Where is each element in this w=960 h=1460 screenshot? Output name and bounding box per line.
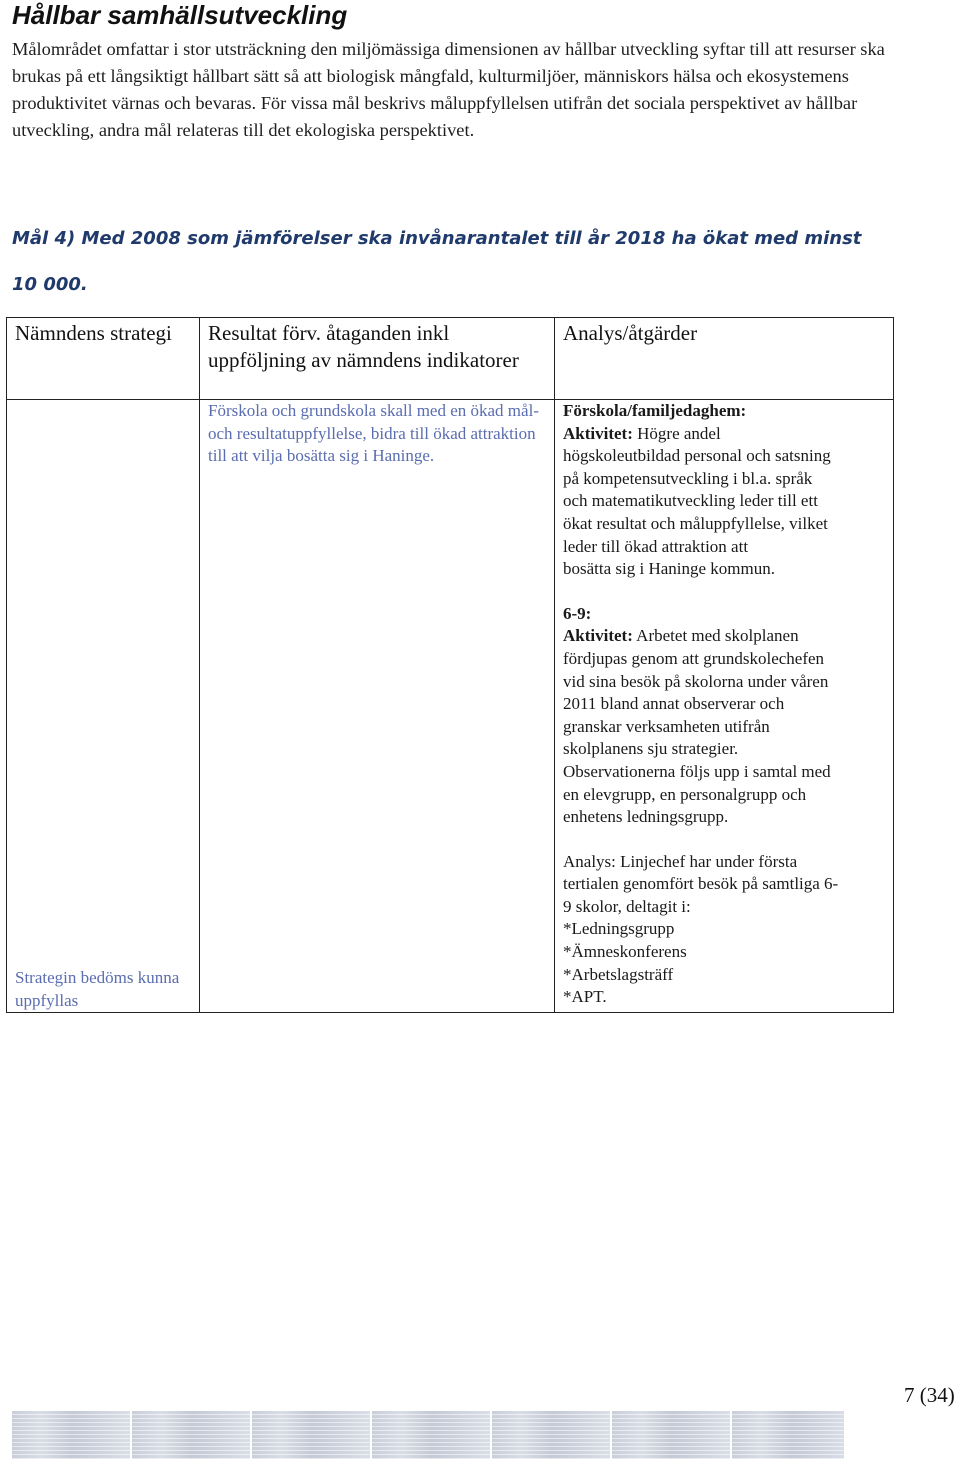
analysis-line: leder till ökad attraktion att (563, 536, 749, 556)
header-strategy: Nämndens strategi (15, 321, 172, 345)
header-analysis-cell (555, 318, 894, 400)
analysis-line: Analys: Linjechef har under första (563, 851, 798, 871)
analysis-line: och matematikutveckling leder till ett (563, 491, 818, 511)
activity-text: Arbetet med skolplanen (632, 626, 799, 646)
analysis-line: granskar verksamheten utifrån (563, 716, 770, 736)
analysis-line: vid sina besök på skolorna under våren (563, 671, 829, 691)
page-heading: Hållbar samhällsutveckling (12, 0, 348, 30)
result-cell (200, 400, 555, 1013)
strategy-table (6, 317, 894, 1013)
preschool-activity-line (563, 423, 885, 446)
header-strategy-cell (7, 318, 200, 400)
analysis-line: på kompetensutveckling i bl.a. språk (563, 468, 813, 488)
footer-decoration (12, 1411, 844, 1459)
goal-statement: Mål 4) Med 2008 som jämförelser ska invånarantalet till år 2018 ha ökat med minst 10 000. (12, 228, 862, 295)
activity-label: Aktivitet: (563, 423, 633, 443)
analysis-content (555, 400, 893, 1009)
table-header-row (7, 318, 894, 400)
analysis-line: enhetens ledningsgrupp. (563, 807, 729, 827)
spacer (563, 829, 885, 851)
analysis-line: *Ämneskonferens (563, 942, 687, 962)
analysis-line: *Arbetslagsträff (563, 964, 674, 984)
grades-activity-line (563, 625, 885, 648)
analysis-line: fördjupas genom att grundskolechefen (563, 648, 825, 668)
analysis-line: högskoleutbildad personal och satsning (563, 446, 831, 466)
analysis-line: 9 skolor, deltagit i: (563, 896, 691, 916)
analysis-line: *APT. (563, 987, 607, 1007)
analysis-line: bosätta sig i Haninge kommun. (563, 559, 776, 579)
analysis-line: Observationerna följs upp i samtal med (563, 761, 831, 781)
intro-paragraph: Målområdet omfattar i stor utsträckning den miljömässiga dimensionen av hållbar utveckling syftar till att resurser ska brukas på ett långsiktigt hållbart sätt så att biologisk mångfald, kulturmiljöer, människors hälsa och ekosystemens produktivitet värnas och bevaras. För vissa mål beskrivs måluppfyllelsen utifrån det sociala perspektivet av hållbar utveckling, andra mål relateras till det ekologiska perspektivet. (12, 39, 885, 140)
header-result: Resultat förv. åtaganden inkl uppföljning av nämndens indikatorer (208, 321, 519, 372)
activity-label: Aktivitet: (563, 626, 633, 646)
result-text: Förskola och grundskola skall med en ökad mål- och resultatuppfyllelse, bidra till ökad attraktion till att vilja bosätta sig i Haninge. (208, 401, 539, 466)
header-analysis: Analys/åtgärder (563, 321, 698, 345)
preschool-heading: Förskola/familjedaghem: (563, 401, 747, 420)
analysis-cell (555, 400, 894, 1013)
header-result-cell (200, 318, 555, 400)
analysis-line: tertialen genomfört besök på samtliga 6- (563, 874, 839, 894)
grades-heading: 6-9: (563, 603, 592, 623)
strategy-cell (7, 400, 200, 1013)
analysis-line: *Ledningsgrupp (563, 919, 675, 939)
page-number: 7 (34) (904, 1383, 955, 1407)
strategy-status: Strategin bedöms kunna uppfyllas (15, 968, 180, 1010)
analysis-line: 2011 bland annat observerar och (563, 694, 785, 714)
table-body-row (7, 400, 894, 1013)
spacer (563, 581, 885, 603)
analysis-line: en elevgrupp, en personalgrupp och (563, 784, 807, 804)
analysis-line: ökat resultat och måluppfyllelse, vilket (563, 513, 828, 533)
analysis-line: skolplanens sju strategier. (563, 739, 739, 759)
activity-text: Högre andel (632, 423, 721, 443)
